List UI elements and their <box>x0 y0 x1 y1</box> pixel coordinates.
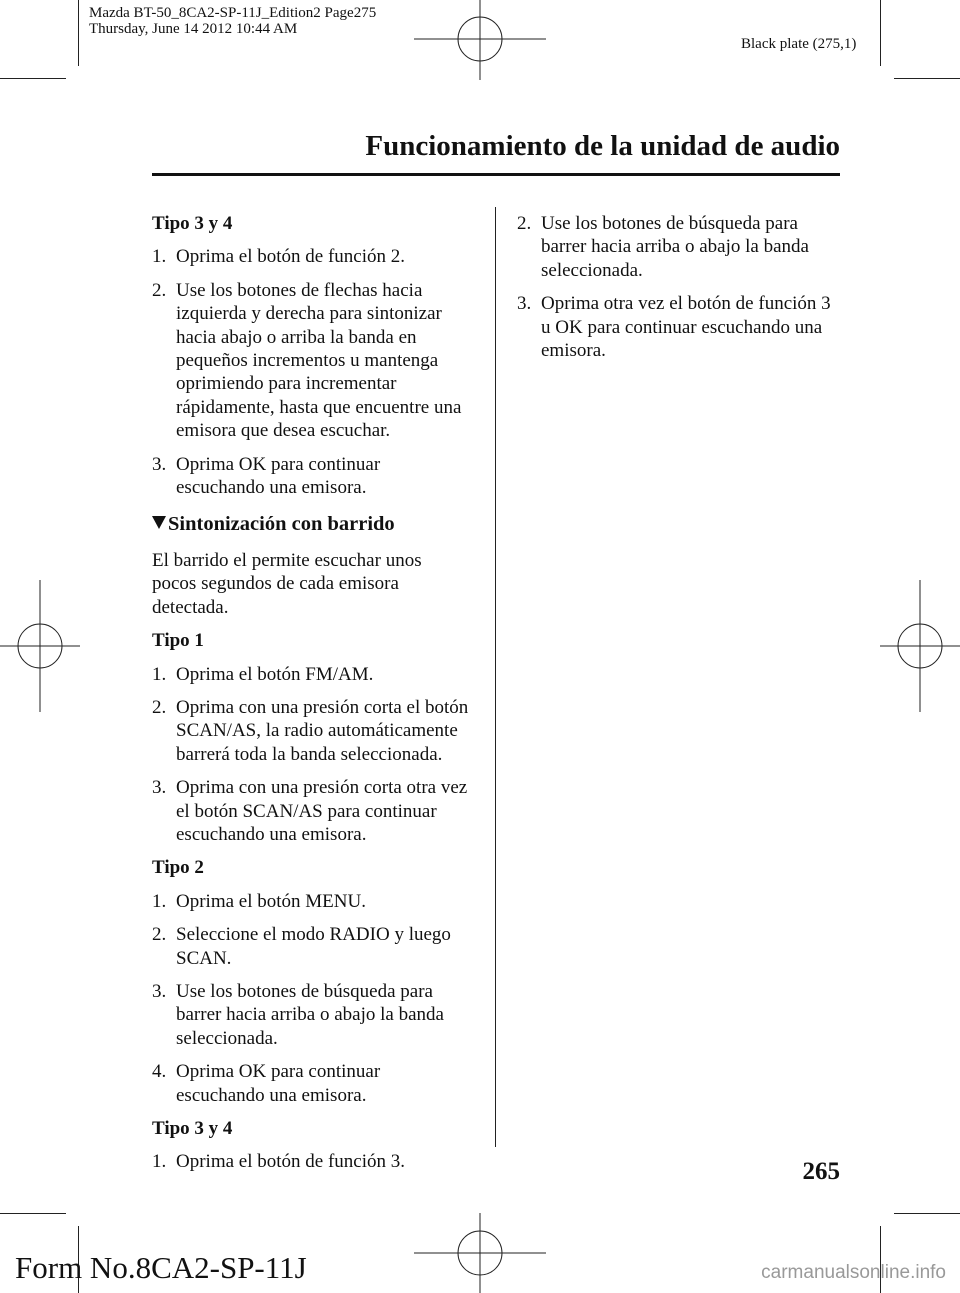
item-text: Oprima con una presión corta el botón SCAN/AS, la radio automáticamente barrerá toda la banda seleccionada. <box>176 696 469 765</box>
list-item <box>152 1060 470 1107</box>
column-divider <box>495 207 496 1147</box>
item-number: 1. <box>152 1151 167 1173</box>
list-item <box>152 1150 470 1173</box>
crop-mark <box>880 0 881 66</box>
list-item <box>152 696 470 766</box>
item-text: Oprima OK para continuar escuchando una emisora. <box>176 1061 381 1106</box>
item-text: Use los botones de flechas hacia izquierda y derecha para sintonizar hacia abajo o arriba la banda en pequeños incrementos u mantenga oprimiendo para incrementar rápidamente, hasta que encuentre una emisora que desea escuchar. <box>176 279 462 442</box>
item-number: 1. <box>152 246 167 268</box>
list-item <box>152 980 470 1050</box>
registration-mark-right <box>880 580 960 712</box>
list-item <box>152 923 470 970</box>
section-heading <box>152 513 470 536</box>
item-number: 2. <box>152 279 167 301</box>
list-item <box>517 212 835 282</box>
title-rule <box>152 173 840 176</box>
list-item <box>517 292 835 362</box>
steps-list <box>152 890 470 1107</box>
item-text: Oprima el botón MENU. <box>176 890 366 912</box>
steps-list <box>517 212 835 362</box>
list-item <box>152 279 470 443</box>
page-title: Funcionamiento de la unidad de audio <box>365 130 840 162</box>
item-number: 1. <box>152 663 167 685</box>
form-number: Form No.8CA2-SP-11J <box>15 1250 307 1285</box>
plate-info: Black plate (275,1) <box>741 36 857 52</box>
left-column <box>152 212 470 1184</box>
triangle-bullet-icon <box>152 516 166 529</box>
page-number: 265 <box>802 1158 840 1185</box>
item-number: 3. <box>152 980 167 1002</box>
registration-mark-top <box>414 0 546 80</box>
print-info <box>89 5 376 37</box>
crop-mark <box>0 1213 66 1214</box>
watermark: carmanualsonline.info <box>761 1262 946 1283</box>
registration-mark-bottom <box>414 1213 546 1293</box>
print-info-line1: Mazda BT-50_8CA2-SP-11J_Edition2 Page275 <box>89 5 377 21</box>
list-item <box>152 776 470 846</box>
item-number: 3. <box>152 453 167 475</box>
print-info-line2: Thursday, June 14 2012 10:44 AM <box>89 21 298 37</box>
subheading: Tipo 3 y 4 <box>152 1118 233 1139</box>
item-text: Use los botones de búsqueda para barrer hacia arriba o abajo la banda seleccionada. <box>176 980 444 1049</box>
item-number: 2. <box>517 213 532 234</box>
item-number: 3. <box>152 777 167 799</box>
crop-mark <box>894 78 960 79</box>
crop-mark <box>78 0 79 66</box>
steps-list <box>152 245 470 499</box>
right-column <box>517 212 835 372</box>
subheading: Tipo 2 <box>152 857 204 879</box>
item-text: Oprima otra vez el botón de función 3 u OK para continuar escuchando una emisora. <box>541 293 831 362</box>
section-heading-text: Sintonización con barrido <box>168 513 395 536</box>
registration-mark-left <box>0 580 80 712</box>
list-item <box>152 453 470 500</box>
steps-list <box>152 1150 470 1173</box>
item-text: Use los botones de búsqueda para barrer hacia arriba o abajo la banda seleccionada. <box>541 213 809 281</box>
item-number: 3. <box>517 293 532 315</box>
list-item <box>152 890 470 913</box>
steps-list <box>152 663 470 847</box>
item-number: 1. <box>152 890 167 912</box>
crop-mark <box>894 1213 960 1214</box>
item-number: 4. <box>152 1061 167 1083</box>
item-text: Oprima OK para continuar escuchando una emisora. <box>176 453 381 499</box>
item-text: Seleccione el modo RADIO y luego SCAN. <box>176 924 451 969</box>
item-text: Oprima el botón de función 2. <box>176 246 406 268</box>
crop-mark <box>0 78 66 79</box>
item-text: Oprima con una presión corta otra vez el botón SCAN/AS para continuar escuchando una emisora. <box>176 777 468 845</box>
item-text: Oprima el botón FM/AM. <box>176 663 374 685</box>
item-text: Oprima el botón de función 3. <box>176 1151 406 1173</box>
item-number: 2. <box>152 696 167 718</box>
paragraph: El barrido el permite escuchar unos pocos segundos de cada emisora detectada. <box>152 549 422 618</box>
list-item <box>152 245 470 268</box>
subheading: Tipo 3 y 4 <box>152 213 233 234</box>
list-item <box>152 663 470 686</box>
item-number: 2. <box>152 924 167 946</box>
subheading: Tipo 1 <box>152 630 204 652</box>
